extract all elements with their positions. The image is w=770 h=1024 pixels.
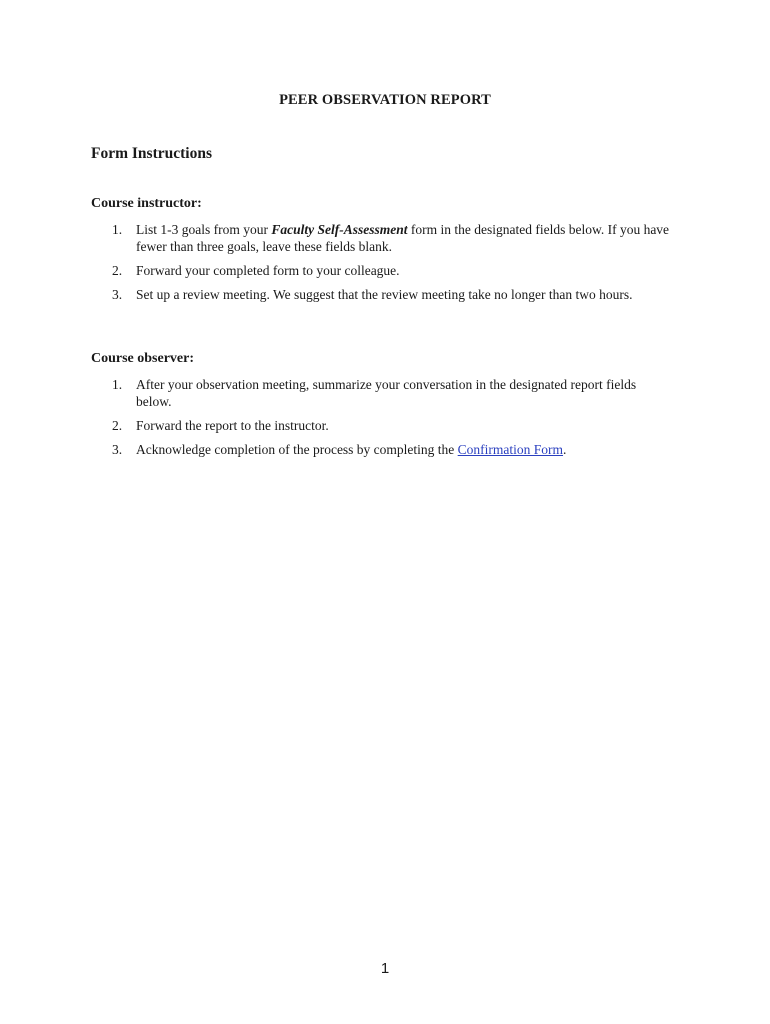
heading-course-observer: Course observer:	[91, 351, 195, 366]
list-item	[112, 417, 672, 434]
list-item-number: 2.	[112, 418, 123, 433]
list-item-text: Forward your completed form to your colleague.	[136, 263, 400, 278]
list-item-text: After your observation meeting, summarize your conversation in the designated report fields below.	[136, 377, 637, 409]
list-item	[112, 376, 672, 410]
list-item-text: Forward the report to the instructor.	[136, 418, 329, 433]
list-item-number: 1.	[112, 377, 123, 392]
observer-instructions-list	[112, 376, 672, 465]
list-item-text-pre: Acknowledge completion of the process by completing the	[136, 442, 458, 457]
list-item-number: 3.	[112, 287, 123, 302]
confirmation-form-link[interactable]: Confirmation Form	[457, 442, 564, 457]
heading-course-instructor: Course instructor:	[91, 196, 202, 211]
list-item-number: 1.	[112, 222, 123, 237]
list-item-text-pre: List 1-3 goals from your	[136, 222, 272, 237]
list-item-number: 2.	[112, 263, 123, 278]
list-item-number: 3.	[112, 442, 123, 457]
list-item-text-post: form in the designated fields below. If you have fewer than three goals, leave these fields blank.	[136, 222, 670, 254]
list-item	[112, 262, 672, 279]
list-item	[112, 221, 672, 255]
list-item	[112, 441, 672, 458]
document-title: PEER OBSERVATION REPORT	[279, 92, 491, 108]
faculty-self-assessment-emphasis: Faculty Self-Assessment	[271, 222, 408, 237]
section-heading-form-instructions: Form Instructions	[91, 145, 212, 162]
list-item	[112, 286, 672, 303]
instructor-instructions-list	[112, 221, 672, 310]
page-number: 1	[380, 960, 390, 977]
list-item-text: Set up a review meeting. We suggest that the review meeting take no longer than two hours.	[136, 287, 633, 302]
list-item-text-post: .	[563, 442, 567, 457]
